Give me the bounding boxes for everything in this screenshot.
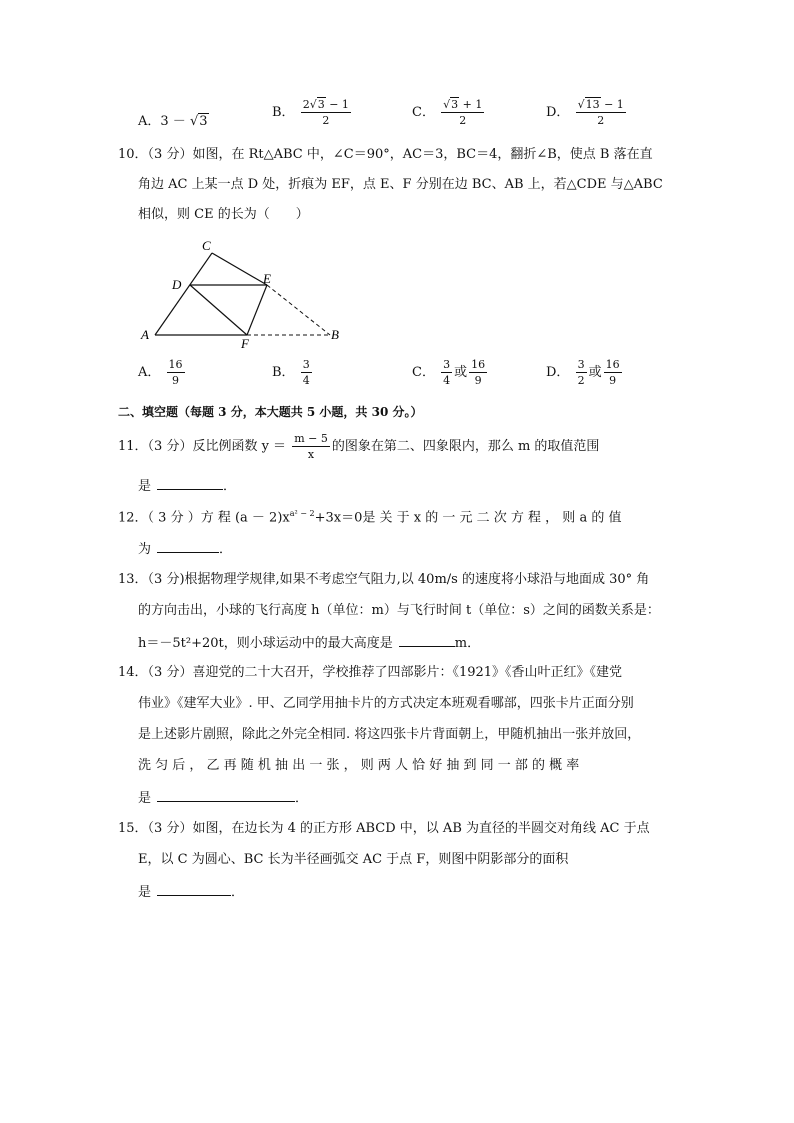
section-title: 二、填空题（每题 3 分，本大题共 5 小题，共 30 分。）: [118, 405, 423, 419]
label-F: F: [241, 336, 249, 350]
answer-blank[interactable]: [157, 883, 231, 896]
label-D: D: [172, 277, 182, 292]
q15-line3: 是 ．: [138, 885, 245, 900]
q13-line2: 的方向击出，小球的飞行高度 h（单位：m）与飞行时间 t（单位：s）之间的函数关系是：: [138, 603, 660, 618]
q12-line2: 为 ．: [138, 542, 233, 557]
q10-line1: 10．（3 分）如图，在 Rt△ABC 中，∠C＝90°，AC＝3，BC＝4，翻折∠B，使点 B 落在直: [118, 147, 653, 162]
q12-line1: 12．（ 3 分 ）方 程 $(a - 2)x^{a^2 - 2}+3x=0$是 关 于 x 的 一 元 二 次 方 程 ， 则 a 的 值: [118, 509, 622, 526]
q15-line2: E，以 C 为圆心、BC 长为半径画弧交 AC 于点 F，则图中阴影部分的面积: [138, 852, 569, 867]
edge-EB-dashed: [267, 285, 330, 335]
q14-line3: 是上述影片剧照，除此之外完全相同. 将这四张卡片背面朝上，甲随机抽出一张并放回，: [138, 727, 641, 742]
answer-blank[interactable]: [157, 477, 223, 490]
q10-option-b: B． $\frac{3}{4}$: [272, 358, 310, 387]
q9-option-c: C． $\frac{√3 + 1}{2}$: [412, 98, 483, 127]
edge-CE: [212, 253, 267, 285]
label-C: C: [202, 238, 211, 253]
q9-option-b: B． $\frac{2√3 - 1}{2}$: [272, 98, 349, 127]
label-E: E: [263, 271, 271, 286]
q10-line2: 角边 AC 上某一点 D 处，折痕为 EF，点 E、F 分别在边 BC、AB 上，若△CDE 与△ABC: [138, 177, 663, 192]
q14-line5: 是 ．: [138, 791, 309, 806]
q13-line3: h＝－5t²+20t，则小球运动中的最大高度是 m．: [138, 636, 481, 651]
q10-option-a: A． $\frac{16}{9}$: [138, 358, 183, 387]
q10-figure: [135, 235, 350, 350]
q9-option-a: A．3 － √3: [138, 114, 208, 129]
q13-line1: 13．（3 分)根据物理学规律,如果不考虑空气阻力,以 40m/s 的速度将小球沿与地面成 30° 角: [118, 572, 650, 587]
label-B: B: [331, 327, 339, 342]
edge-AC: [155, 253, 212, 335]
edge-EF: [247, 285, 267, 335]
q14-line1: 14．（3 分）喜迎党的二十大召开，学校推荐了四部影片：《1921》《香山叶正红》《建党: [118, 665, 623, 680]
q10-line3: 相似，则 CE 的长为（ ）: [138, 207, 309, 222]
edge-DF: [190, 285, 247, 335]
answer-blank[interactable]: [399, 634, 455, 647]
q9-option-d: D． $\frac{√13 - 1}{2}$: [546, 98, 624, 127]
label-A: A: [141, 327, 149, 342]
q10-option-d: D． $\frac{3}{2}$ 或 $\frac{16}{9}$: [546, 358, 620, 387]
q15-line1: 15．（3 分）如图，在边长为 4 的正方形 ABCD 中，以 AB 为直径的半圆交对角线 AC 于点: [118, 821, 650, 836]
q14-line4: 洗 匀 后 ， 乙 再 随 机 抽 出 一 张 ， 则 两 人 恰 好 抽 到 同 一 部 的 概 率: [138, 758, 580, 773]
q14-line2: 伟业》《建军大业》. 甲、乙同学用抽卡片的方式决定本班观看哪部，四张卡片正面分别: [138, 696, 634, 711]
answer-blank[interactable]: [157, 540, 219, 553]
q11-line2: 是 ．: [138, 479, 237, 494]
answer-blank[interactable]: [157, 789, 295, 802]
q11-line1: 11．（3 分）反比例函数 y ＝ $\frac{m - 5}{x}$ 的图象在第二、四象限内，那么 m 的取值范围: [118, 432, 600, 462]
q10-option-c: C． $\frac{3}{4}$ 或 $\frac{16}{9}$: [412, 358, 486, 387]
